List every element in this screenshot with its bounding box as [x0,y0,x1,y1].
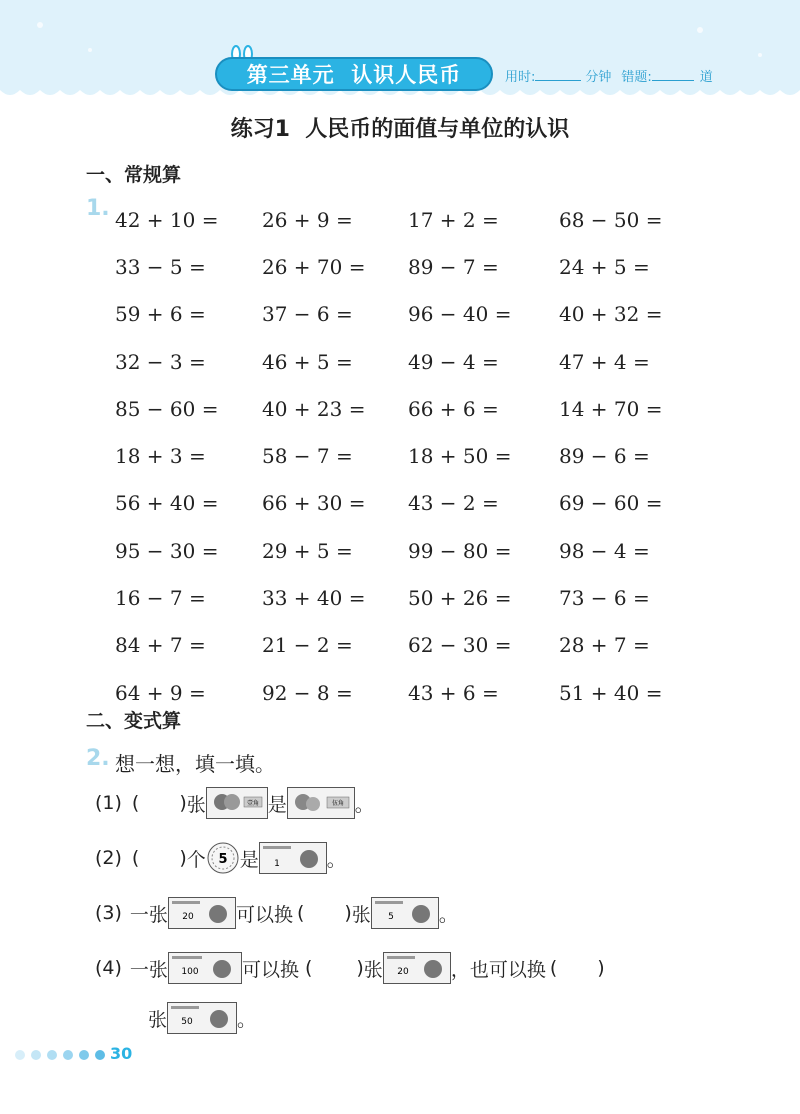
item-1-measure: 张 [186,793,206,816]
calc-problem[interactable]: 92 − 8 = [262,680,353,705]
item-4-measure: 张 [363,958,383,981]
unit-title: 第三单元 认识人民币 [246,63,462,87]
calc-problem[interactable]: 28 + 7 = [559,633,650,658]
calc-problem[interactable]: 69 − 60 = [559,491,663,516]
item-4-prefix: 一张 [129,958,168,981]
calc-problem[interactable]: 32 − 3 = [115,349,206,374]
banknote-100-yuan-image [168,952,242,984]
calc-row [115,527,706,574]
calc-row [115,574,706,621]
time-blank[interactable] [535,68,581,81]
count-label: 道 [699,70,713,85]
item-3-measure: 张 [351,903,371,926]
lesson-title: 练习1 人民币的面值与单位的认识 [230,117,570,142]
calc-problem[interactable]: 59 + 6 = [115,302,206,327]
item-1-end: 。 [354,793,374,816]
timing-record [505,66,713,85]
calc-problem[interactable]: 24 + 5 = [559,254,650,279]
calc-problem[interactable]: 33 − 5 = [115,254,206,279]
banknote-20-yuan-image-2 [383,952,451,984]
calc-row [115,669,706,716]
item-3-open-paren: ( [296,902,305,924]
banknote-20-yuan-image [168,897,236,929]
calc-problem[interactable]: 47 + 4 = [559,349,650,374]
calc-problem[interactable]: 85 − 60 = [115,396,219,421]
calc-problem[interactable]: 29 + 5 = [262,538,353,563]
calc-problem[interactable]: 16 − 7 = [115,586,206,611]
calc-problem[interactable]: 37 − 6 = [262,302,353,327]
item-1-close-paren: ) [179,792,187,814]
calc-problem[interactable]: 66 + 6 = [408,396,499,421]
calc-problem[interactable]: 98 − 4 = [559,538,650,563]
item-1-verb: 是 [267,793,287,816]
calc-problem[interactable]: 68 − 50 = [559,207,663,232]
errors-blank[interactable] [652,68,694,81]
calc-row [115,338,706,385]
item-4-continued [148,1000,256,1036]
coin-value: 5 [218,852,228,867]
calc-row [115,385,706,432]
calc-problem[interactable]: 33 + 40 = [262,586,366,611]
old-note-label-1: 壹角 [246,800,259,807]
calc-problem[interactable]: 40 + 32 = [559,302,663,327]
calc-problem[interactable]: 56 + 40 = [115,491,219,516]
item-2-close-paren: ) [179,847,187,869]
item-4-exchange: 可以换 [241,958,299,981]
calc-row [115,432,706,479]
calc-problem[interactable]: 17 + 2 = [408,207,499,232]
calc-problem[interactable]: 18 + 3 = [115,444,206,469]
question2-number: 2. [86,746,110,771]
calc-problem[interactable]: 43 − 2 = [408,491,499,516]
calc-problem[interactable]: 64 + 9 = [115,680,206,705]
calc-problem[interactable]: 49 − 4 = [408,349,499,374]
item-3-exchange: 可以换 [235,903,293,926]
calc-row [115,196,706,243]
item-4-label: (4) [95,957,122,979]
item-4-open-paren: ( [304,957,313,979]
banknote-1-jiao-image [206,787,268,819]
item-4-measure-2: 张 [148,1008,168,1031]
item-4-alt-value: 50 [181,1017,193,1027]
calc-problem[interactable]: 46 + 5 = [262,349,353,374]
item-2-end: 。 [326,848,346,871]
item-3-label: (3) [95,902,122,924]
calc-problem[interactable]: 40 + 23 = [262,396,366,421]
old-note-label-2: 伍角 [331,800,344,807]
item-2-measure: 个 [186,848,206,871]
calc-problem[interactable]: 89 − 7 = [408,254,499,279]
item-1 [95,785,374,821]
item-3-prefix: 一张 [129,903,168,926]
calc-row [115,243,706,290]
yuan-one-value: 1 [273,859,280,869]
item-3-from-value: 20 [182,912,194,922]
item-2-verb: 是 [239,848,259,871]
item-3 [95,895,458,931]
footer-dots-decoration [14,1047,106,1063]
calc-problem[interactable]: 51 + 40 = [559,680,663,705]
banknote-1-yuan-image [259,842,327,874]
item-3-to-value: 5 [387,912,394,922]
calculation-grid [115,196,706,716]
calc-row [115,622,706,669]
item-1-label: (1) [95,792,122,814]
calc-problem[interactable]: 14 + 70 = [559,396,663,421]
errors-label: 错题: [621,70,652,85]
minute-label: 分钟 [585,70,612,85]
calc-problem[interactable]: 42 + 10 = [115,207,219,232]
calc-problem[interactable]: 62 − 30 = [408,633,512,658]
banknote-50-yuan-image [167,1002,237,1034]
calc-problem[interactable]: 89 − 6 = [559,444,650,469]
calc-problem[interactable]: 66 + 30 = [262,491,366,516]
calc-problem[interactable]: 84 + 7 = [115,633,206,658]
calc-problem[interactable]: 26 + 9 = [262,207,353,232]
time-label: 用时: [505,70,536,85]
unit-banner [215,57,493,91]
header-wave-decoration [0,0,800,110]
banknote-5-yuan-image [371,897,439,929]
item-4-open-paren-2: ( [549,957,558,979]
item-4-end: 。 [237,1008,257,1031]
item-4-also: ，也可以换 [450,958,546,981]
calc-problem[interactable]: 50 + 26 = [408,586,512,611]
question2-prompt: 想一想，填一填。 [115,752,275,776]
coin-5-jiao-image [206,841,240,875]
calc-problem[interactable]: 95 − 30 = [115,538,219,563]
calc-problem[interactable]: 21 − 2 = [262,633,353,658]
item-2-label: (2) [95,847,122,869]
item-2 [95,840,346,876]
calc-problem[interactable]: 43 + 6 = [408,680,499,705]
calc-problem[interactable]: 58 − 7 = [262,444,353,469]
banknote-5-jiao-image [287,787,355,819]
item-4-close-paren-2: ) [597,957,605,979]
calc-problem[interactable]: 73 − 6 = [559,586,650,611]
item-4-to-value: 20 [397,967,409,977]
section1-heading: 一、常规算 [86,164,182,186]
item-4-close-paren: ) [356,957,364,979]
calc-problem[interactable]: 96 − 40 = [408,302,512,327]
item-3-close-paren: ) [344,902,352,924]
calc-problem[interactable]: 99 − 80 = [408,538,512,563]
section2-heading: 二、变式算 [86,710,182,732]
page-number: 30 [110,1044,133,1063]
calc-row [115,291,706,338]
item-4 [95,950,605,986]
calc-row [115,480,706,527]
calc-problem[interactable]: 18 + 50 = [408,444,512,469]
item-4-from-value: 100 [181,967,199,977]
question1-number: 1. [86,196,110,221]
calc-problem[interactable]: 26 + 70 = [262,254,366,279]
item-1-open-paren: ( [131,792,140,814]
item-3-end: 。 [438,903,458,926]
item-2-open-paren: ( [131,847,140,869]
